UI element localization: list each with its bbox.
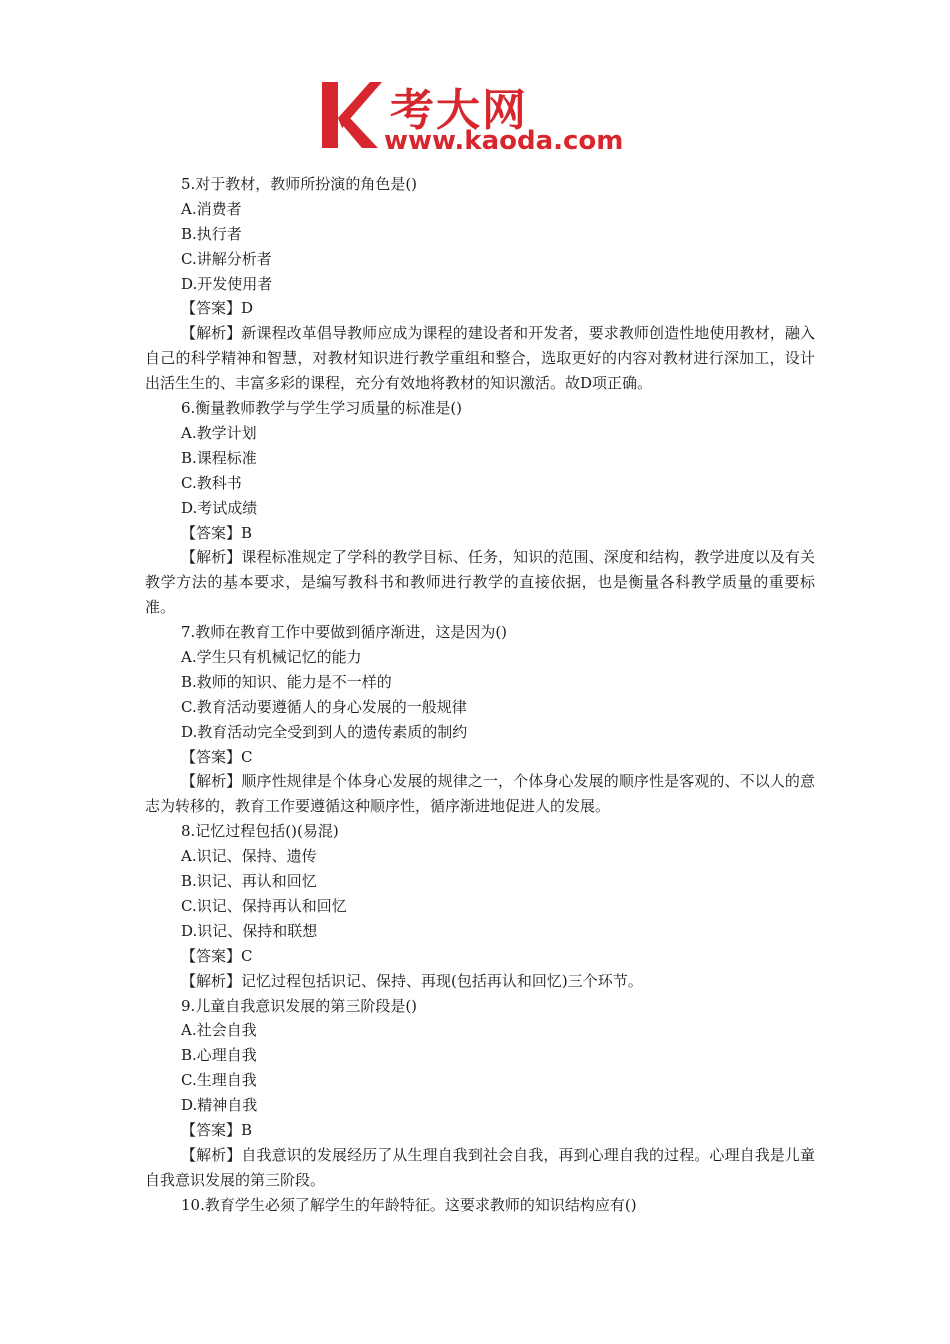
question-9-option-b: B.心理自我 <box>181 1046 257 1065</box>
kaoda-logo <box>318 78 648 160</box>
question-7-answer: 【答案】C <box>181 747 253 766</box>
question-9-option-d: D.精神自我 <box>181 1096 258 1115</box>
question-5-option-d: D.开发使用者 <box>181 274 273 293</box>
question-7-analysis: 【解析】顺序性规律是个体身心发展的规律之一，个体身心发展的顺序性是客观的、不以人的意志为转移的，教育工作要遵循这种顺序性，循序渐进地促进人的发展。 <box>145 772 815 816</box>
question-5-option-b: B.执行者 <box>181 224 242 243</box>
question-8-answer: 【答案】C <box>181 946 253 965</box>
question-8-option-d: D.识记、保持和联想 <box>181 921 318 940</box>
question-5-answer: 【答案】D <box>181 299 254 318</box>
question-5-option-c: C.讲解分析者 <box>181 249 272 268</box>
question-5-option-a: A.消费者 <box>181 199 242 218</box>
question-8-stem: 8.记忆过程包括()(易混) <box>181 822 339 841</box>
document-body <box>145 172 815 1218</box>
question-6-option-a: A.教学计划 <box>181 423 257 442</box>
question-10-stem: 10.教育学生必须了解学生的年龄特征。这要求教师的知识结构应有() <box>181 1195 637 1214</box>
question-6-answer: 【答案】B <box>181 523 253 542</box>
logo-url: www.kaoda.com <box>384 126 624 156</box>
question-8-option-b: B.识记、再认和回忆 <box>181 872 317 891</box>
question-7-stem: 7.教师在教育工作中要做到循序渐进，这是因为() <box>181 623 508 642</box>
question-8-option-c: C.识记、保持再认和回忆 <box>181 896 347 915</box>
question-9-option-a: A.社会自我 <box>181 1021 257 1040</box>
question-7-option-d: D.教育活动完全受到到人的遗传素质的制约 <box>181 722 468 741</box>
k-logo-icon <box>318 78 382 152</box>
logo-title: 考大网 <box>390 85 528 136</box>
question-7-option-a: A.学生只有机械记忆的能力 <box>181 648 362 667</box>
question-6-option-d: D.考试成绩 <box>181 498 258 517</box>
question-5-stem: 5.对于教材，教师所扮演的角色是() <box>181 175 418 193</box>
question-9-answer: 【答案】B <box>181 1120 253 1139</box>
question-5-analysis: 【解析】新课程改革倡导教师应成为课程的建设者和开发者，要求教师创造性地使用教材，融入自己的科学精神和智慧，对教材知识进行教学重组和整合，选取更好的内容对教材进行深加工，设计出活生生的、丰富多彩的课程，充分有效地将教材的知识激活。故D项正确。 <box>145 324 815 393</box>
question-6-option-c: C.教科书 <box>181 473 242 492</box>
question-9-stem: 9.儿童自我意识发展的第三阶段是() <box>181 996 418 1015</box>
question-9-option-c: C.生理自我 <box>181 1071 257 1090</box>
question-6-analysis: 【解析】课程标准规定了学科的教学目标、任务，知识的范围、深度和结构，教学进度以及有关教学方法的基本要求，是编写教科书和教师进行教学的直接依据，也是衡量各科教学质量的重要标准。 <box>145 548 815 617</box>
question-8-analysis: 【解析】记忆过程包括识记、保持、再现(包括再认和回忆)三个环节。 <box>181 971 643 990</box>
question-8-option-a: A.识记、保持、遗传 <box>181 847 317 866</box>
question-6-stem: 6.衡量教师教学与学生学习质量的标准是() <box>181 399 463 418</box>
question-6-option-b: B.课程标准 <box>181 448 257 467</box>
question-9-analysis: 【解析】自我意识的发展经历了从生理自我到社会自我，再到心理自我的过程。心理自我是儿童自我意识发展的第三阶段。 <box>145 1145 815 1189</box>
question-7-option-b: B.救师的知识、能力是不一样的 <box>181 672 392 691</box>
question-7-option-c: C.教育活动要遵循人的身心发展的一般规律 <box>181 697 467 716</box>
